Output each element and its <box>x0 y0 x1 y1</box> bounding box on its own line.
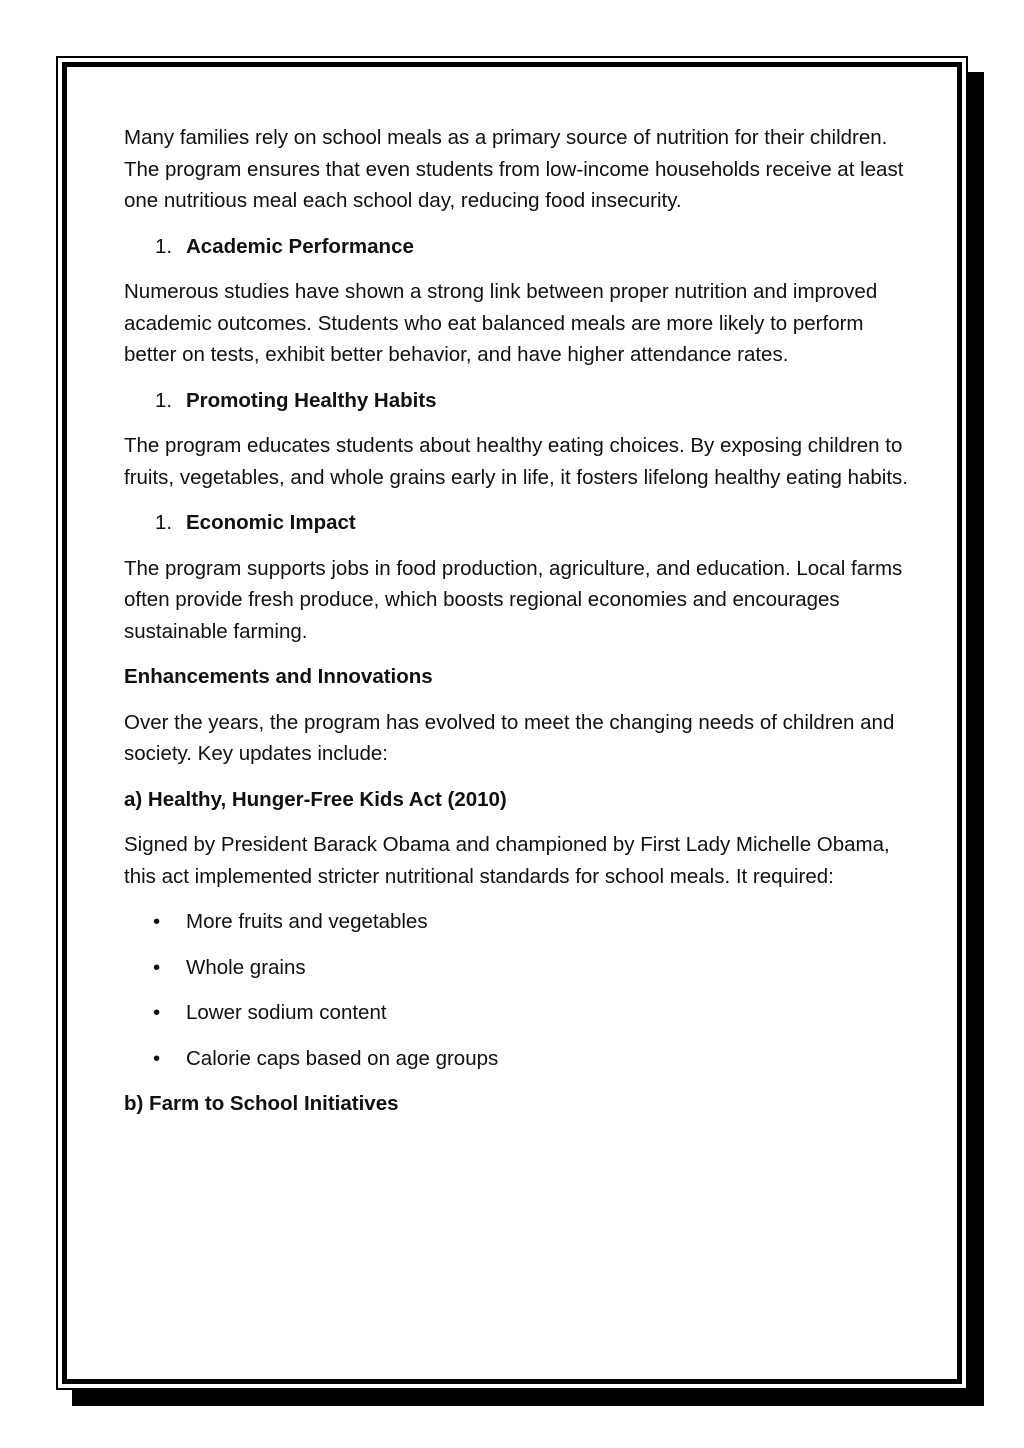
list-item-text: Whole grains <box>186 955 306 979</box>
heading-hunger-free-kids-act: a) Healthy, Hunger-Free Kids Act (2010) <box>124 787 507 811</box>
list-item <box>124 952 914 984</box>
list-item-text: Calorie caps based on age groups <box>186 1046 499 1070</box>
paragraph-academic: Numerous studies have shown a strong link between proper nutrition and improved academic outcomes. Students who eat balanced meals are more likely to perform better on tests, exhibit better behavior, and have higher attendance rates. <box>124 280 878 366</box>
bullet-icon: • <box>153 910 161 933</box>
heading-farm-to-school: b) Farm to School Initiatives <box>124 1092 399 1115</box>
paragraph-habits: The program educates students about healthy eating choices. By exposing children to fruits, vegetables, and whole grains early in life, it fosters lifelong healthy eating habits. <box>124 434 908 489</box>
paragraph-economic: The program supports jobs in food production, agriculture, and education. Local farms often provide fresh produce, which boosts regional economies and encourages sustainable farming. <box>124 556 903 643</box>
list-item-text: Lower sodium content <box>186 1001 387 1024</box>
numbered-heading-economic <box>124 507 914 539</box>
list-item <box>124 1043 914 1075</box>
bullet-icon: • <box>153 1046 161 1070</box>
heading-academic-performance: Academic Performance <box>186 234 414 258</box>
requirements-list <box>124 906 914 1074</box>
list-item <box>124 997 914 1029</box>
paragraph-act: Signed by President Barack Obama and championed by First Lady Michelle Obama, this act implemented stricter nutritional standards for school meals. It required: <box>124 833 890 888</box>
numbered-heading-habits <box>124 385 914 417</box>
list-item-text: More fruits and vegetables <box>186 910 428 933</box>
paragraph-enhancements: Over the years, the program has evolved to meet the changing needs of children and society. Key updates include: <box>124 710 895 765</box>
heading-economic-impact: Economic Impact <box>186 511 356 534</box>
bullet-icon: • <box>153 955 161 979</box>
heading-promoting-healthy-habits: Promoting Healthy Habits <box>186 388 437 412</box>
list-number: 1. <box>155 388 173 412</box>
paragraph-intro: Many families rely on school meals as a primary source of nutrition for their children. The program ensures that even students from low-income households receive at least one nutritious meal each school day, reducing food insecurity. <box>124 126 904 212</box>
list-number: 1. <box>155 234 173 258</box>
bullet-icon: • <box>153 1001 161 1024</box>
list-number: 1. <box>155 511 173 534</box>
heading-enhancements: Enhancements and Innovations <box>124 665 433 688</box>
document-body <box>124 122 914 1134</box>
list-item <box>124 906 914 938</box>
numbered-heading-academic <box>124 231 914 263</box>
